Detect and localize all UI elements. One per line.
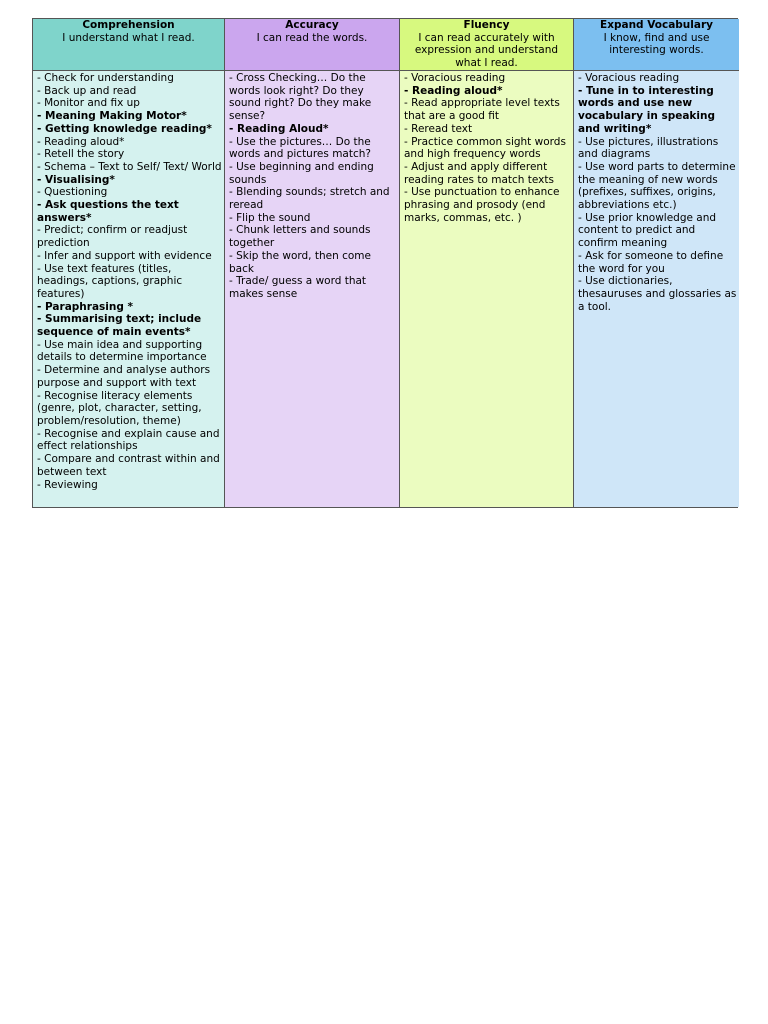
list-item: - Read appropriate level texts that are a good fit [404,97,560,123]
list-item: - Use beginning and ending sounds [229,160,374,186]
list-item: - Back up and read [37,84,137,97]
column-subtitle: I can read the words. [256,31,368,44]
list-item: - Skip the word, then come back [229,249,371,275]
list-item: - Use main idea and supporting details to determine importance [37,338,207,364]
list-item: - Use pictures, illustrations and diagrams [578,135,719,161]
column-subtitle: I understand what I read. [62,31,195,44]
list-item: - Reread text [404,122,473,135]
list-item: - Paraphrasing * [37,300,134,313]
list-item: - Check for understanding [37,72,174,84]
list-item: - Reviewing [37,478,98,491]
list-item: - Flip the sound [229,211,311,224]
list-item: - Adjust and apply different reading rates to match texts [404,160,554,186]
list-item: - Use the pictures… Do the words and pictures match? [229,135,371,161]
list-item: - Voracious reading [404,72,506,84]
list-item: - Ask questions the text answers* [37,199,179,224]
list-item: - Use prior knowledge and content to predict and confirm meaning [578,211,717,250]
list-item: - Use text features (titles, headings, captions, graphic features) [37,262,183,300]
list-item: - Reading aloud* [37,135,125,148]
list-item: - Reading Aloud* [229,122,329,135]
list-item: - Schema – Text to Self/ Text/ World [37,160,222,173]
header-accuracy [225,19,400,71]
list-item: - Tune in to interesting words and use new vocabulary in speaking and writing* [578,84,715,135]
column-title: Comprehension [82,19,175,31]
list-item: - Monitor and fix up [37,97,140,110]
list-item: - Reading aloud* [404,84,503,97]
column-title: Expand Vocabulary [600,19,713,31]
column-subtitle: I can read accurately with expression and understand what I read. [414,31,559,69]
body-expand-vocabulary [574,71,739,507]
list-item: - Ask for someone to define the word for you [578,249,724,275]
list-item: - Predict; confirm or readjust prediction [37,224,188,250]
list-item: - Infer and support with evidence [37,249,212,262]
list-item: - Recognise and explain cause and effect relationships [37,427,220,453]
list-item: - Questioning [37,186,108,199]
body-comprehension [33,71,225,507]
list-item: - Compare and contrast within and between text [37,453,220,478]
list-item: - Practice common sight words and high frequency words [404,135,566,161]
list-item: - Meaning Making Motor* [37,110,187,123]
list-item: - Trade/ guess a word that makes sense [229,275,367,300]
list-item: - Summarising text; include sequence of main events* [37,313,202,339]
column-subtitle: I know, find and use interesting words. [603,31,710,57]
body-accuracy [225,71,400,507]
header-expand-vocabulary [574,19,739,71]
list-item: - Recognise literacy elements (genre, plot, character, setting, problem/resolution, theme) [37,389,202,427]
body-fluency [400,71,574,507]
list-item: - Getting knowledge reading* [37,122,212,135]
header-comprehension [33,19,225,71]
header-fluency [400,19,574,71]
list-item: - Voracious reading [578,72,680,84]
list-item: - Cross Checking… Do the words look right? Do they sound right? Do they make sense? [229,72,372,123]
list-item: - Retell the story [37,148,125,161]
list-item: - Use dictionaries, thesauruses and glossaries as a tool. [578,275,737,313]
list-item: - Use punctuation to enhance phrasing and prosody (end marks, commas, etc. ) [404,186,560,224]
list-item: - Blending sounds; stretch and reread [229,186,390,212]
column-title: Accuracy [285,19,339,31]
list-item: - Determine and analyse authors purpose and support with text [37,364,211,389]
list-item: - Visualising* [37,173,115,186]
column-title: Fluency [463,19,510,31]
reading-strategies-table [32,18,738,508]
list-item: - Use word parts to determine the meaning of new words (prefixes, suffixes, origins, abbreviations etc.) [578,160,736,212]
list-item: - Chunk letters and sounds together [229,224,371,250]
